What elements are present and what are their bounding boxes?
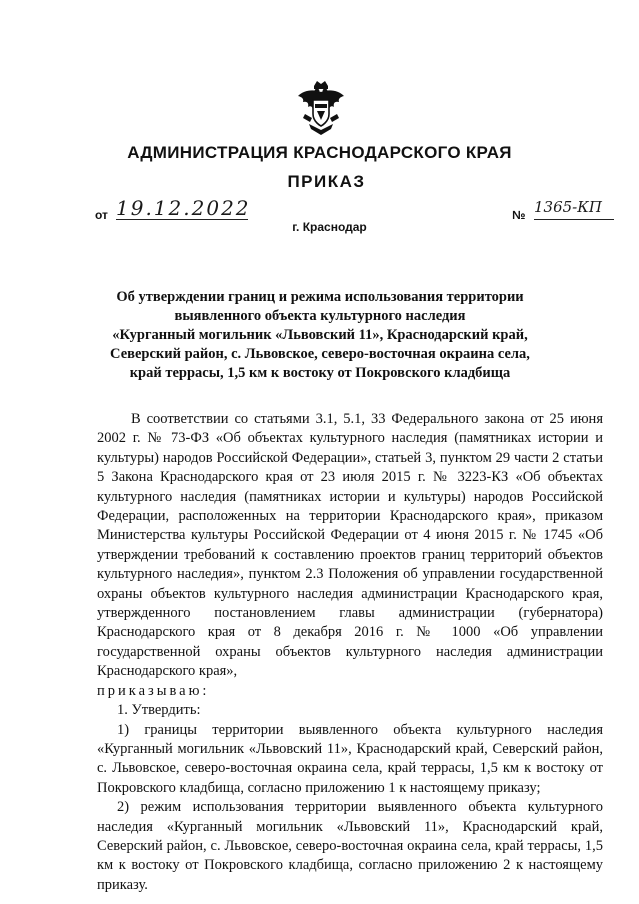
- number-label: №: [512, 208, 526, 222]
- title-line: край террасы, 1,5 км к востоку от Покровского кладбища: [129, 365, 511, 381]
- title-line: выявленного объекта культурного наследия: [174, 308, 466, 324]
- item-1-subitem-2: 2) режим использования территории выявленного объекта культурного наследия «Курганный могильник «Львовский 11», Краснодарский край, Северский район, с. Львовское, северо-восточная окраина села, край террасы, 1,5 км к востоку от Покровского кладбища, согласно приложению 2 к настоящему приказу.: [97, 799, 603, 893]
- document-body: [97, 410, 603, 895]
- document-title: [100, 288, 540, 383]
- city-name: г. Краснодар: [292, 220, 367, 234]
- title-line: Северский район, с. Львовское, северо-восточная окраина села,: [110, 346, 530, 362]
- coat-of-arms-emblem: [296, 80, 346, 138]
- title-line: Об утверждении границ и режима использования территории: [116, 289, 524, 305]
- order-word-text: приказываю:: [97, 682, 210, 699]
- date-label: от: [95, 208, 108, 222]
- item-1-heading: 1. Утвердить:: [117, 702, 201, 719]
- document-type: ПРИКАЗ: [287, 172, 366, 191]
- item-1-subitem-1: 1) границы территории выявленного объекта культурного наследия «Курганный могильник «Львовский 11», Краснодарский край, Северский район, с. Львовское, северо-восточная окраина села, край террасы, 1,5 км к востоку от Покровского кладбища, согласно приложению 1 к настоящему приказу;: [97, 721, 603, 796]
- handwritten-number: 1365-КП: [534, 198, 602, 216]
- handwritten-date: 19.12.2022: [116, 196, 251, 220]
- title-line: «Курганный могильник «Львовский 11», Краснодарский край,: [112, 327, 528, 343]
- order-word: [97, 682, 603, 701]
- preamble-paragraph: В соответствии со статьями 3.1, 5.1, 33 Федерального закона от 25 июня 2002 г. № 73-ФЗ «Об объектах культурного наследия (памятниках истории и культуры) народов Российской Федерации», статьей 3, пунктом 29 части 2 статьи 5 Закона Краснодарского края от 23 июля 2015 г. № 3223-КЗ «Об объектах культурного наследия (памятниках истории и культуры) народов Российской Федерации, расположенных на территории Краснодарского края», приказом Министерства культуры Российской Федерации от 4 июня 2015 г. № 1745 «Об утверждении требований к составлению проектов границ территорий объектов культурного наследия», пунктом 2.3 Положения об управлении государственной охраны объектов культурного наследия администрации Краснодарского края, утвержденного постановлением главы администрации (губернатора) Краснодарского края от 8 декабря 2016 г. № 1000 «Об управлении государственной охраны объектов культурного наследия администрации Краснодарского края»,: [97, 411, 603, 680]
- organization-name: АДМИНИСТРАЦИЯ КРАСНОДАРСКОГО КРАЯ: [127, 143, 512, 162]
